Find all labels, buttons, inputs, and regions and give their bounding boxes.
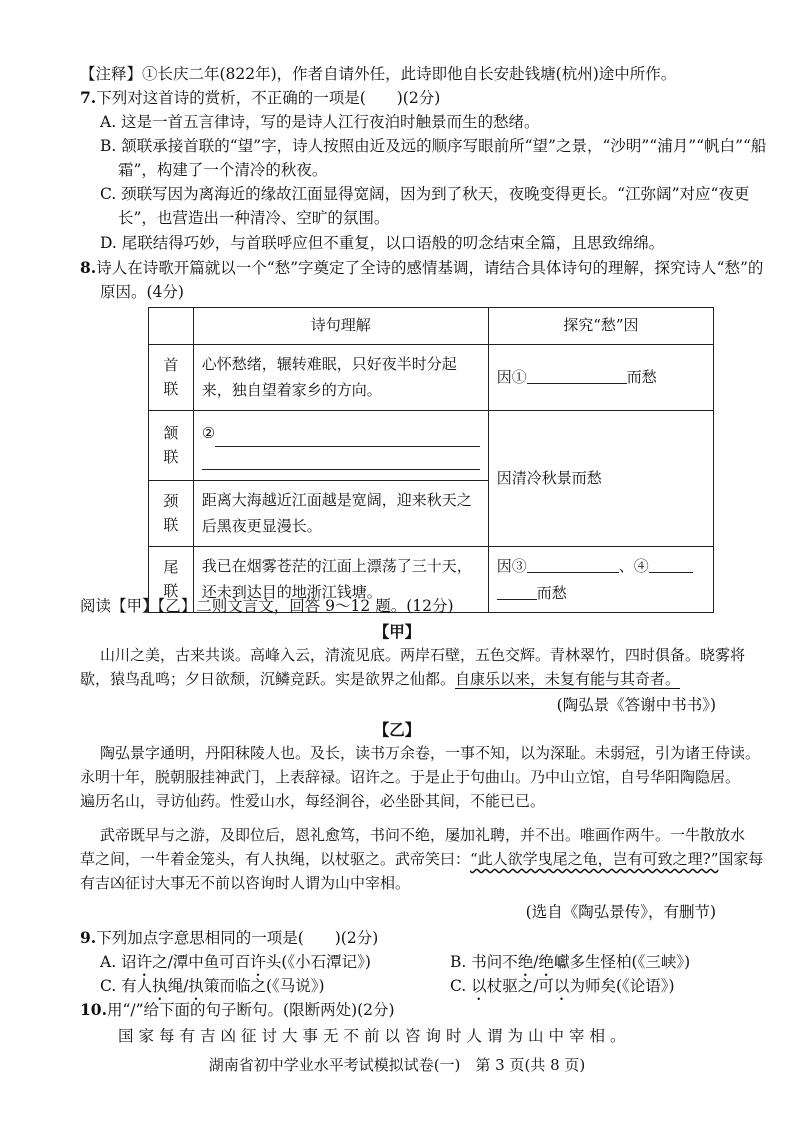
question-7-number: 7. (80, 88, 97, 107)
reason-4-suffix: 而愁 (536, 583, 567, 602)
passage-yi-line2: 永明十年，脱朝服挂神武门，上表辞禄。诏许之。于是止于句曲山。乃中山立馆，自号华阳陶隐居。 (80, 768, 741, 786)
question-10-stem (80, 998, 395, 1022)
passage-jia-underlined: 自康乐以来，未复有能与其奇者。 (455, 670, 681, 688)
q9-c-dot1: 执 (152, 977, 168, 995)
q9-a-dot2: 许 (250, 953, 266, 971)
passage-yi-line6: 有吉凶征讨大事无不前以咨询时人谓为山中宰相。 (80, 874, 411, 892)
row-text-jinglian: 距离大海越近江面越是宽阔，迎来秋天之后黑夜更显漫长。 (193, 481, 488, 547)
reason-4-middle: 、④ (618, 556, 649, 575)
question-8-text: 诗人在诗歌开篇就以一个“愁”字奠定了全诗的感情基调，请结合具体诗句的理解，探究诗人“愁”的 (96, 259, 764, 277)
passage-yi-line4: 武帝既早与之游，及即位后，恩礼愈笃，书问不绝，屡加礼聘，并不出。唯画作两牛。一牛散放水 (100, 826, 746, 844)
passage-yi-title: 【乙】 (373, 720, 421, 739)
q9-a-dot1: 许 (136, 953, 153, 971)
q9-d-mid: 杖驱之/可 (486, 977, 554, 995)
row-label-hanlian: 颔联 (149, 411, 194, 481)
passage-yi-line5 (80, 848, 763, 871)
passage-yi-line5-text: 草之间，一牛着金笼头，有人执绳，以杖驱之。武帝笑曰： (80, 850, 471, 868)
q9-d-lead: C. (450, 977, 472, 995)
question-10-text: 用“/”给下面的句子断句。(限断两处)(2分) (106, 1001, 395, 1019)
q9-c-pre: C. 有人 (100, 977, 153, 995)
question-7-option-a: A. 这是一首五言律诗，写的是诗人江行夜泊时触景而生的愁绪。 (100, 113, 540, 131)
row-reason-hanlian-jinglian: 因清冷秋景而愁 (488, 411, 713, 547)
row-text-shoulian: 心怀愁绪，辗转难眠，只好夜半时分起来，独自望着家乡的方向。 (193, 345, 488, 411)
row-label-weilian: 尾联 (149, 547, 194, 613)
question-7-option-c-line2: 长”，也营造出一种清冷、空旷的氛围。 (118, 209, 390, 227)
row-text-hanlian (193, 411, 488, 481)
q9-d-dot1: 以 (471, 977, 487, 995)
question-9-option-d (450, 974, 675, 1004)
reason-1-prefix: 因① (496, 367, 527, 386)
q9-b-pre: B. 书问不 (450, 953, 518, 971)
page-footer: 湖南省初中学业水平考试模拟试卷(一) 第 3 页(共 8 页) (208, 1056, 586, 1074)
question-7-stem (80, 86, 440, 110)
passage-yi-line3: 遍历名山，寻访仙药。性爱山水，每经涧谷，必坐卧其间，不能已已。 (80, 792, 546, 810)
annotation-note: 【注释】①长庆二年(822年)，作者自请外任，此诗即他自长安赴钱塘(杭州)途中所作。 (80, 65, 677, 83)
q9-a-mid: 之/潭中鱼可百 (152, 953, 251, 971)
q9-d-dot2: 以 (553, 977, 570, 995)
row-reason-shoulian (488, 345, 713, 411)
q9-b-mid: / (533, 953, 539, 971)
question-7-text: 下列对这首诗的赏析，不正确的一项是( )(2分) (96, 89, 441, 107)
q9-c-dot2: 执 (188, 977, 204, 995)
passage-jia-source: (陶弘景《答谢中书书》) (556, 696, 716, 714)
reason-1-suffix: 而愁 (626, 367, 657, 386)
answer-blank-3[interactable] (527, 557, 619, 573)
reason-4-prefix: 因③ (496, 556, 527, 575)
question-8-number: 8. (80, 258, 97, 277)
table-corner (149, 308, 194, 345)
q9-d-post: 为师矣(《论语》) (569, 977, 675, 995)
question-8-table (148, 307, 714, 613)
answer-blank-4b[interactable] (497, 584, 537, 600)
question-9-text: 下列加点字意思相同的一项是( )(2分) (96, 929, 379, 947)
reading-intro: 阅读【甲】【乙】二则文言文，回答 9～12 题。(12分) (80, 597, 454, 615)
question-9-number: 9. (80, 928, 97, 947)
passage-yi-line1: 陶弘景字通明，丹阳秣陵人也。及长，读书万余卷，一事不知，以为深耻。未弱冠，引为诸王侍读。 (100, 744, 761, 762)
passage-yi-wavy-underlined: “此人欲学曳尾之龟，岂有可致之理?” (470, 850, 719, 868)
question-7-option-b-line1: B. 颔联承接首联的“望”字，诗人按照由近及远的顺序写眼前所“望”之景，“沙明”“浦月”“帆白”“船 (100, 137, 767, 155)
passage-yi-line5-end: 国家每 (718, 850, 764, 868)
answer-blank-2b[interactable] (202, 447, 480, 470)
q9-b-dot1: 绝 (517, 953, 534, 971)
question-7-option-b-line2: 霜”，构建了一个清冷的秋夜。 (118, 161, 328, 179)
answer-2-number: ② (201, 424, 216, 443)
passage-jia-title: 【甲】 (373, 622, 421, 641)
q9-a-post: 头(《小石潭记》) (265, 953, 371, 971)
passage-jia-line2 (80, 668, 680, 691)
question-10-sentence: 国家每有吉凶征讨大事无不前以咨询时人谓为山中宰相。 (118, 1027, 631, 1045)
q9-c-mid: 绳/ (167, 977, 189, 995)
row-reason-weilian (488, 547, 713, 613)
answer-blank-1[interactable] (527, 368, 627, 384)
row-label-shoulian: 首联 (149, 345, 194, 411)
question-7-option-c-line1: C. 颈联写因为离海近的缘故江面显得宽阔，因为到了秋天，夜晚变得更长。“江弥阔”对应“夜更 (100, 185, 750, 203)
q9-a-pre: A. 诏 (100, 953, 137, 971)
answer-blank-4a[interactable] (649, 557, 693, 573)
question-8-stem-line2: 原因。(4分) (100, 283, 184, 301)
row-text-weilian: 我已在烟雾苍茫的江面上漂荡了三十天，还未到达目的地浙江钱塘。 (193, 547, 488, 613)
q9-b-post: 巘多生怪柏(《三峡》) (554, 953, 691, 971)
q9-b-dot2: 绝 (538, 953, 555, 971)
table-header-reason: 探究“愁”因 (488, 308, 713, 345)
question-8-stem-line1 (80, 256, 763, 280)
answer-blank-2a[interactable] (215, 424, 480, 447)
question-9-stem (80, 926, 378, 950)
question-10-number: 10. (80, 1000, 107, 1019)
row-label-jinglian: 颈联 (149, 481, 194, 547)
table-header-understanding: 诗句理解 (193, 308, 488, 345)
passage-jia-line2-text: 歇，猿鸟乱鸣；夕日欲颓，沉鳞竞跃。实是欲界之仙都。 (80, 670, 456, 688)
question-7-option-d: D. 尾联结得巧妙，与首联呼应但不重复，以口语般的叨念结束全篇，且思致绵绵。 (100, 234, 665, 252)
passage-jia-line1: 山川之美，古来共谈。高峰入云，清流见底。两岸石壁，五色交辉。青林翠竹，四时俱备。晓雾将 (100, 646, 746, 664)
q9-c-post: 策而临之(《马说》) (203, 977, 325, 995)
passage-yi-source: (选自《陶弘景传》，有删节) (525, 903, 716, 921)
